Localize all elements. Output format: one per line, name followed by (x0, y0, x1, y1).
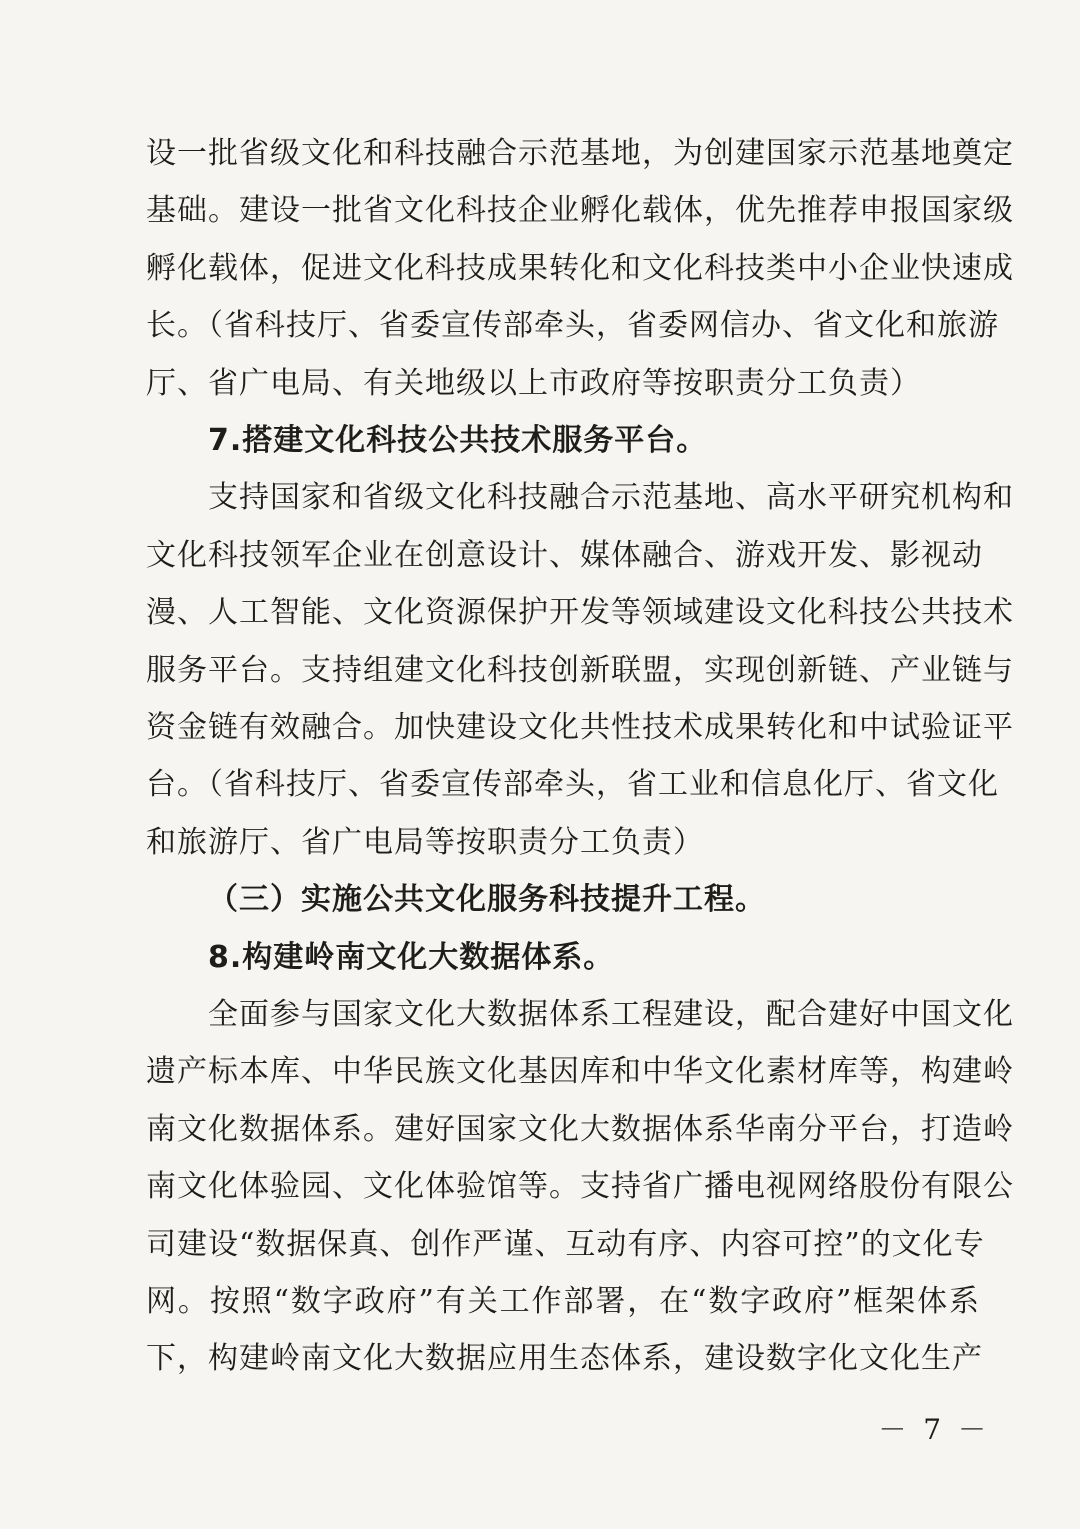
section-heading: （三）实施公共文化服务科技提升工程。 (208, 882, 766, 917)
paragraph-line: 资金链有效融合。加快建设文化共性技术成果转化和中试验证平 (146, 710, 1014, 745)
paragraph-line: 基础。建设一批省文化科技企业孵化载体，优先推荐申报国家级 (146, 193, 1014, 228)
paragraph-line: 孵化载体，促进文化科技成果转化和文化科技类中小企业快速成 (146, 251, 1014, 286)
paragraph-line: 下，构建岭南文化大数据应用生态体系，建设数字化文化生产 (146, 1341, 983, 1376)
paragraph-line: 漫、人工智能、文化资源保护开发等领域建设文化科技公共技术 (146, 595, 1014, 630)
page-number: － 7 － (878, 1413, 990, 1446)
paragraph-line: 南文化体验园、文化体验馆等。支持省广播电视网络股份有限公 (146, 1169, 1014, 1204)
section-heading: 7.搭建文化科技公共技术服务平台。 (208, 423, 708, 458)
paragraph-line: 和旅游厅、省广电局等按职责分工负责） (146, 825, 704, 860)
paragraph-line: 台。（省科技厅、省委宣传部牵头，省工业和信息化厅、省文化 (146, 767, 999, 802)
paragraph-line: 遗产标本库、中华民族文化基因库和中华文化素材库等，构建岭 (146, 1054, 1014, 1089)
paragraph-line: 支持国家和省级文化科技融合示范基地、高水平研究机构和 (208, 480, 1014, 515)
paragraph-line: 设一批省级文化和科技融合示范基地，为创建国家示范基地奠定 (146, 136, 1014, 171)
paragraph-line: 厅、省广电局、有关地级以上市政府等按职责分工负责） (146, 366, 921, 401)
paragraph-line: 文化科技领军企业在创意设计、媒体融合、游戏开发、影视动 (146, 538, 983, 573)
paragraph-line: 南文化数据体系。建好国家文化大数据体系华南分平台，打造岭 (146, 1112, 1014, 1147)
paragraph-line: 司建设“数据保真、创作严谨、互动有序、内容可控”的文化专 (146, 1227, 985, 1262)
paragraph-line: 全面参与国家文化大数据体系工程建设，配合建好中国文化 (208, 997, 1014, 1032)
paragraph-line: 网。按照“数字政府”有关工作部署，在“数字政府”框架体系 (146, 1284, 981, 1319)
section-heading: 8.构建岭南文化大数据体系。 (208, 940, 615, 975)
paragraph-line: 长。（省科技厅、省委宣传部牵头，省委网信办、省文化和旅游 (146, 308, 999, 343)
paragraph-line: 服务平台。支持组建文化科技创新联盟，实现创新链、产业链与 (146, 653, 1014, 688)
